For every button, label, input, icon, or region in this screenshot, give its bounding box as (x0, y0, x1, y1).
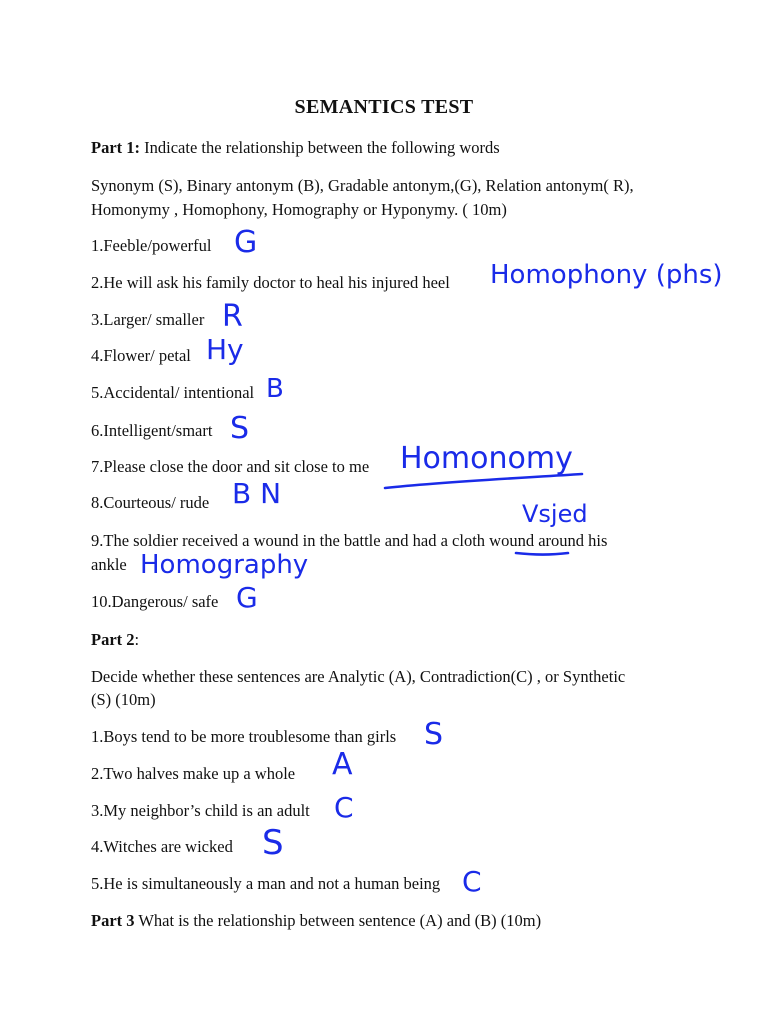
underline-stroke (516, 553, 568, 555)
handwritten-answer: R (222, 299, 243, 334)
underline-stroke (385, 474, 582, 488)
part2-item: 5.He is simultaneously a man and not a human being (91, 874, 441, 893)
part2-item: 4.Witches are wicked (91, 837, 233, 856)
handwritten-answer: S (230, 411, 250, 446)
handwritten-answer: B N (232, 477, 282, 510)
handwritten-answer: S (424, 717, 444, 752)
part1-instruction: Indicate the relationship between the following words (144, 138, 500, 157)
part1-item: 2.He will ask his family doctor to heal his injured heel (91, 273, 450, 292)
handwritten-answer: Vsjed (522, 500, 588, 528)
part2-item: 3.My neighbor’s child is an adult (91, 801, 310, 820)
part1-item: 10.Dangerous/ safe (91, 592, 219, 611)
part1-options-line1: Synonym (S), Binary antonym (B), Gradable antonym,(G), Relation antonym( R), (91, 176, 634, 195)
part1-item: 1.Feeble/powerful (91, 236, 212, 255)
part3-line (91, 911, 541, 931)
handwritten-answer: Homophony (phs) (490, 260, 723, 290)
part1-item: 3.Larger/ smaller (91, 310, 205, 329)
part2-item: 2.Two halves make up a whole (91, 764, 296, 783)
part1-item: 5.Accidental/ intentional (91, 383, 255, 402)
handwritten-answer: G (236, 581, 258, 614)
part2-heading-line (91, 630, 139, 650)
handwritten-answer: C (334, 791, 354, 824)
handwritten-answer: G (234, 225, 258, 260)
handwritten-answer: B (266, 374, 284, 404)
handwritten-answer: Homography (140, 550, 309, 580)
part1-item: 8.Courteous/ rude (91, 493, 210, 512)
part1-item: 4.Flower/ petal (91, 346, 191, 365)
handwritten-answer: S (262, 823, 284, 863)
part2-heading: Part 2 (91, 630, 135, 649)
part1-instruction-line (91, 138, 500, 158)
handwritten-answer: Hy (206, 333, 244, 366)
part2-instruction-line2: (S) (10m) (91, 690, 156, 709)
page-title: SEMANTICS TEST (294, 96, 474, 118)
part1-item: ankle (91, 555, 127, 574)
part1-item: 9.The soldier received a wound in the battle and had a cloth wound around his (91, 531, 608, 550)
part1-item: 7.Please close the door and sit close to me (91, 457, 370, 476)
handwritten-answer: Homonomy (400, 441, 573, 476)
part2-instruction-line1: Decide whether these sentences are Analytic (A), Contradiction(C) , or Synthetic (91, 667, 626, 686)
handwritten-answer: A (332, 747, 353, 782)
part3-heading: Part 3 (91, 911, 135, 930)
part2-item: 1.Boys tend to be more troublesome than girls (91, 727, 397, 746)
part3-instruction: What is the relationship between sentence (A) and (B) (10m) (138, 911, 542, 930)
part1-heading: Part 1: (91, 138, 141, 157)
handwritten-answer: C (462, 865, 482, 898)
part1-options-line2: Homonymy , Homophony, Homography or Hyponymy. ( 10m) (91, 200, 507, 219)
part1-item: 6.Intelligent/smart (91, 421, 213, 440)
part2-colon: : (134, 630, 140, 649)
